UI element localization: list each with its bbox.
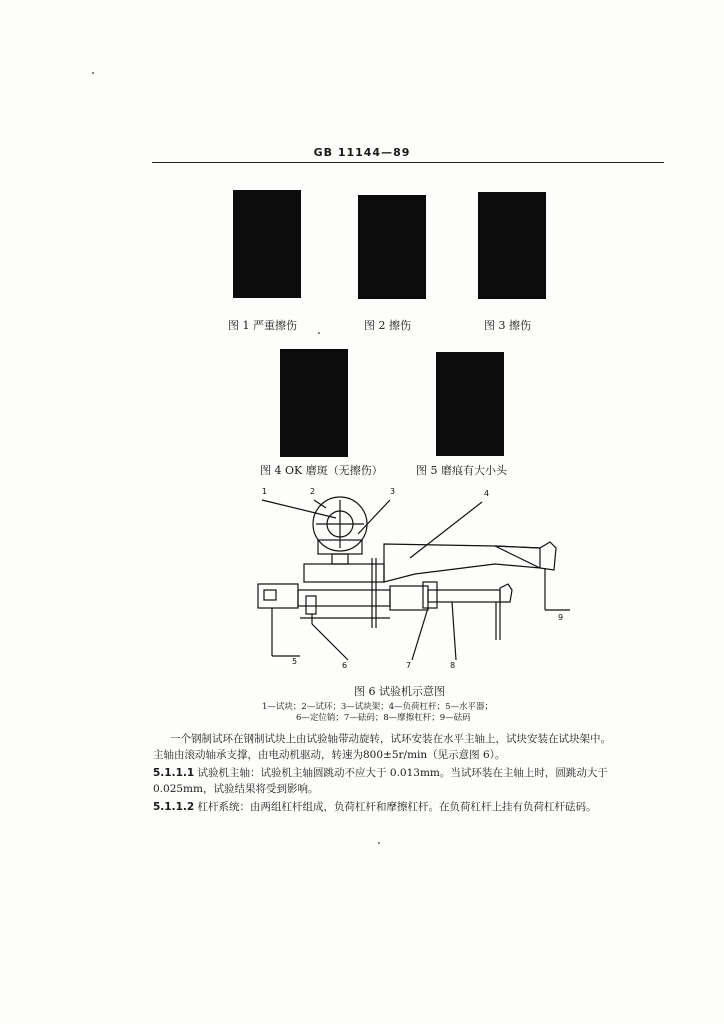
- section-5-1-1-2-line-1: [153, 799, 597, 814]
- figure-4-photo: [280, 349, 348, 457]
- diagram-label-2: 2: [310, 487, 316, 496]
- diagram-label-6: 6: [342, 661, 348, 670]
- diagram-label-4: 4: [484, 489, 490, 498]
- figure-3-caption: 图 3 擦伤: [484, 319, 531, 332]
- figure-6-legend-line-1: 1—试块；2—试环；3—试块架；4—负荷杠杆；5—水平器；: [262, 702, 494, 712]
- figure-1-caption: 图 1 严重擦伤: [228, 319, 297, 332]
- test-machine-diagram: [240, 478, 580, 678]
- paragraph-1-line-1: 一个钢制试环在钢制试块上由试验轴带动旋转，试环安装在水平主轴上，试块安装在试块架中。: [170, 733, 611, 745]
- section-5-1-1-1-line-2: 0.025mm，试验结果将受到影响。: [153, 783, 319, 795]
- figure-4-caption: 图 4 OK 磨斑（无擦伤）: [260, 464, 383, 477]
- section-5-1-1-1-text: 试验机主轴：试验机主轴圆跳动不应大于 0.013mm。当试环装在主轴上时，圆跳动大于: [197, 767, 608, 779]
- diagram-label-3: 3: [390, 487, 396, 496]
- page-header-code: GB 11144—89: [313, 146, 411, 159]
- load-lever: [384, 544, 540, 582]
- load-lever-end: [495, 542, 556, 570]
- test-block: [332, 554, 348, 564]
- section-number-5-1-1-2: 5.1.1.2: [153, 801, 195, 813]
- friction-lever-right: [428, 590, 500, 602]
- spirit-level-5: [264, 590, 276, 600]
- friction-lever-end: [500, 584, 512, 602]
- scan-speck: [92, 72, 94, 74]
- locating-pin-housing: [390, 586, 428, 610]
- diagram-label-9: 9: [558, 613, 564, 622]
- figure-1-photo: [233, 190, 301, 298]
- figure-2-photo: [358, 195, 426, 299]
- section-number-5-1-1-1: 5.1.1.1: [153, 767, 195, 779]
- header-rule: [152, 162, 664, 163]
- scan-speck: [378, 842, 380, 844]
- section-5-1-1-1-line-1: [153, 765, 608, 780]
- diagram-label-7: 7: [406, 661, 412, 670]
- figure-2-caption: 图 2 擦伤: [364, 319, 411, 332]
- figure-5-photo: [436, 352, 504, 456]
- paragraph-1-line-2: 主轴由滚动轴承支撑，由电动机驱动，转速为800±5r/min（见示意图 6）。: [153, 749, 506, 761]
- figure-5-caption: 图 5 磨痕有大小头: [416, 464, 507, 477]
- figure-3-photo: [478, 192, 546, 299]
- diagram-label-1: 1: [262, 487, 268, 496]
- scan-speck: [318, 332, 320, 334]
- figure-6-legend-line-2: 6—定位销；7—砝码；8—摩擦杠杆；9—砝码: [296, 713, 471, 723]
- figure-6-caption: 图 6 试验机示意图: [354, 685, 445, 698]
- diagram-label-5: 5: [292, 657, 298, 666]
- locating-pin-6: [306, 596, 316, 614]
- section-5-1-1-2-text: 杠杆系统：由两组杠杆组成，负荷杠杆和摩擦杠杆。在负荷杠杆上挂有负荷杠杆砝码。: [197, 801, 597, 813]
- diagram-label-8: 8: [450, 661, 456, 670]
